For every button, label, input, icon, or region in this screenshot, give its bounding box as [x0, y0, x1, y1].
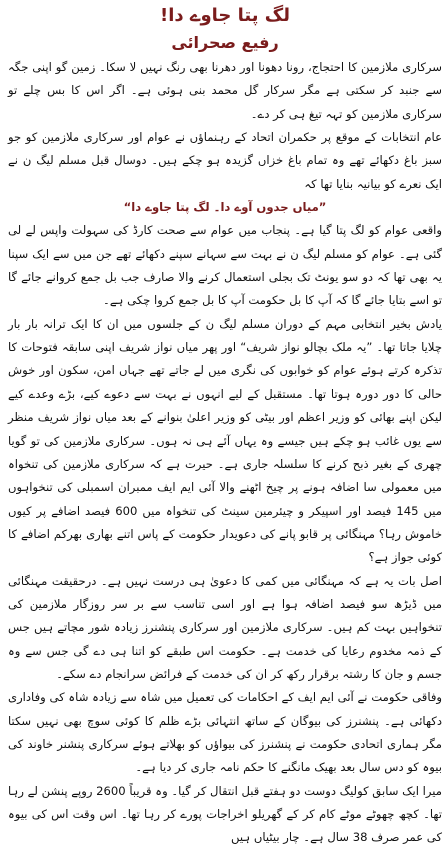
paragraph: واقعی عوام کو لگ پتا گیا ہے۔ پنجاب میں عوام سے صحت کارڈ کی سہولت واپس لے لی گئی ہے۔ عوام کو مسلم لیگ ن نے بہت سے سہانے سپنے دکھائے تھے جن میں سے ایک سپنا یہ بھی تھا کہ دو سو یونٹ تک بجلی استعمال کرنے والا صارف جب بل جمع کروانے جائے گا تو اسے بتایا جائے گا کہ آپ کا بل حکومت آپ کا بل جمع کروا چکی ہے۔	[8, 223, 442, 308]
paragraph: عام انتخابات کے موقع پر حکمران اتحاد کے رہنماؤں نے عوام اور سرکاری ملازمین کو جو سبز باغ دکھائے تھے وہ تمام باغ خزاں گزیدہ ہو چکے ہیں۔ دوسال قبل مسلم لیگ ن نے ایک نعرے کو بیانیہ بنایا تھا کہ	[8, 130, 442, 191]
paragraph: یادش بخیر انتخابی مہم کے دوران مسلم لیگ ن کے جلسوں میں ان کا ایک ترانہ بار بار چلایا جاتا تھا۔ ”یہ ملک بچالو نواز شریف“ اور پھر میاں نواز شریف اپنی سابقہ فتوحات کا تذکرہ کرتے ہوئے عوام کو خوابوں کی نگری میں لے جاتے تھے جہاں امن، سکون اور خوش حالی کا دور دورہ ہوتا تھا۔ مستقبل کے لیے انہوں نے بہت سے دعوے کیے، بڑے وعدے کیے لیکن اپنے بھائی کو وزیر اعظم اور بیٹی کو وزیر اعلیٰ بنوانے کے بعد میاں نواز شریف منظر سے یوں غائب ہو چکے ہیں جیسے وہ یہاں آئے ہی نہ ہوں۔ سرکاری ملازمین کی تو گویا چھری کے بغیر ذبح کرنے کا سلسلہ جاری ہے۔ حیرت ہے کہ سرکاری ملازمین کی تنخواہ میں معمولی سا اضافہ ہونے پر چیخ اٹھنے والا آئی ایم ایف ممبران اسمبلی کی تنخواہوں میں 145 فیصد اور اسپیکر و چیئرمین سینٹ کی تنخواہ میں 600 فیصد اضافے پر کیوں خاموش رہا؟ مہنگائی پر قابو پانے کی دعویدار حکومت کے پاس اتنے بھاری بھرکم اضافے کا کوئی جواز ہے؟	[8, 316, 442, 565]
article-title: لگ پتا جاوے دا!	[160, 5, 290, 26]
paragraph: سرکاری ملازمین کا احتجاج، رونا دھونا اور دھرنا بھی رنگ نہیں لا سکا۔ زمین گو اپنی جگہ سے جنبد کر سکتی ہے مگر سرکار گل محمد بنی ہوئی ہے۔ اگر اس کا بس چلے تو سرکاری ملازمین کو تہہ تیغ ہی کر دے۔	[8, 60, 442, 121]
article-body	[8, 56, 442, 850]
paragraph: وفاقی حکومت نے آئی ایم ایف کے احکامات کی تعمیل میں شاہ سے زیادہ شاہ کی وفاداری دکھائی ہے۔ پنشنرز کی بیوگان کے ساتھ انتہائی بڑے ظلم کا کوئی سوچ بھی نہیں سکتا مگر ہماری اتحادی حکومت نے پنشنرز کی بیواؤں کو بھلاتے ہوئے سرکاری پنشنر خاوند کی بیوہ کو دس سال بعد بھیک مانگنے کا حکم نامہ جاری کر دیا ہے۔	[8, 690, 442, 775]
article-author: رفیع صحرائی	[171, 33, 279, 52]
paragraph: اصل بات یہ ہے کہ مہنگائی میں کمی کا دعویٰ ہی درست نہیں ہے۔ درحقیقت مہنگائی میں ڈیڑھ سو فیصد اضافہ ہوا ہے اور اسی تناسب سے بر سر روزگار ملازمین کی تنخواہیں بہت کم ہیں۔ سرکاری ملازمین اور سرکاری پنشنرز زیادہ شور مچاتے ہیں جس کے ذمہ مخدوم رعایا کی خدمت ہے۔ حکومت اس طبقے کو اتنا ہی دے گی جس سے وہ جسم و جان کا رشتہ برقرار رکھ کر ان کی خدمت کے فرائض سرانجام دے سکے۔	[8, 573, 442, 681]
paragraph: میرا ایک سابق کولیگ دوست دو ہفتے قبل انتقال کر گیا۔ وہ قریباً 2600 روپے پنشن لے رہا تھا۔ کچھ چھوٹے موٹے کام کر کے گھریلو اخراجات پورے کر رہا تھا۔ اس وقت اس کی بیوہ کی عمر صرف 38 سال ہے۔ چار بیٹیاں ہیں	[8, 783, 442, 845]
quoted-slogan: ”میاں جدوں آوے دا۔ لگ پتا جاوے دا“	[123, 200, 327, 215]
